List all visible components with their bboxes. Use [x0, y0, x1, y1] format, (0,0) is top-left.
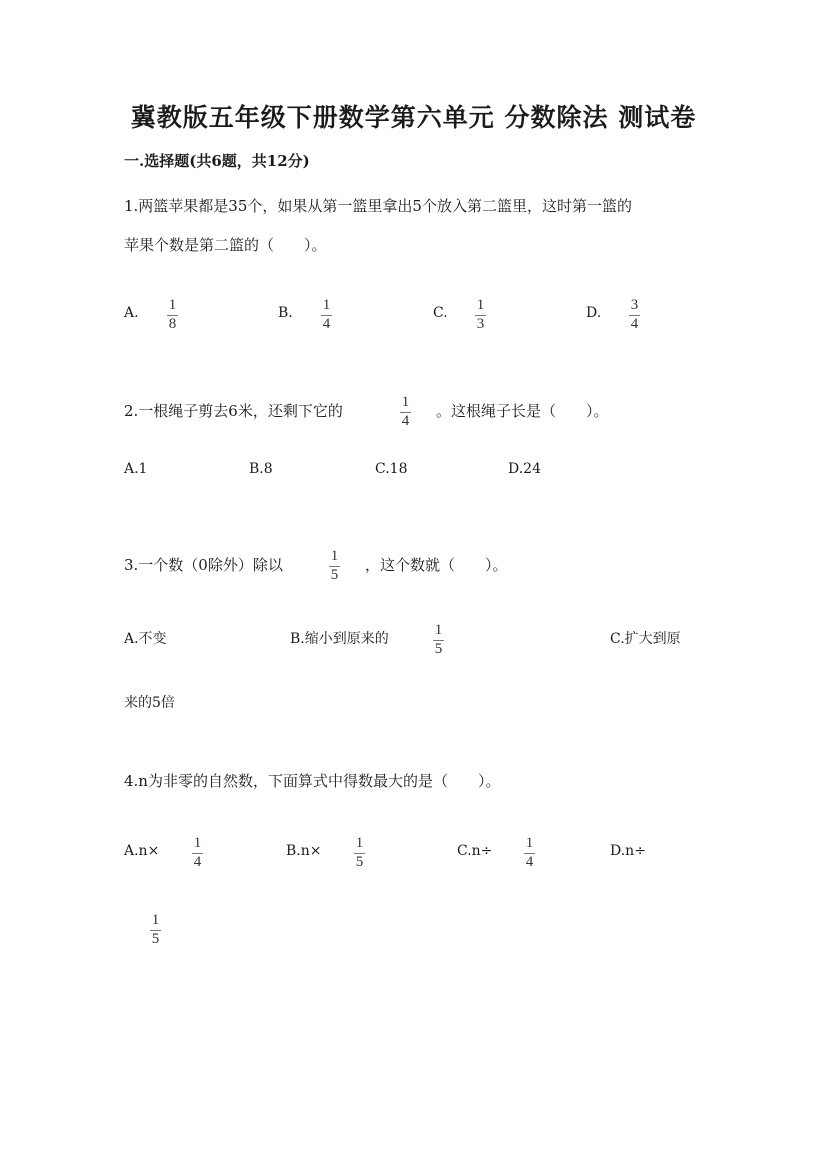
q1-option-a-label: A.	[124, 305, 139, 321]
q1-option-a-fraction	[167, 298, 178, 332]
q3-option-c-continued: 来的5倍	[124, 695, 175, 711]
q1-option-b-fraction	[321, 298, 332, 332]
question-2-fraction	[400, 395, 411, 429]
q1-option-d-label: D.	[586, 305, 602, 321]
q4-option-a-label: A.n×	[124, 843, 160, 859]
q1-option-b-label: B.	[278, 305, 293, 321]
q3-option-b-fraction	[433, 623, 444, 657]
fraction-numerator: 1	[193, 835, 202, 851]
fraction-denominator: 4	[193, 854, 202, 870]
q4-option-c-label: C.n÷	[457, 843, 493, 859]
fraction-denominator: 8	[168, 316, 177, 332]
page-title: 冀教版五年级下册数学第六单元 分数除法 测试卷	[130, 103, 697, 132]
question-2-text-after: 。这根绳子长是（ ）。	[436, 402, 609, 420]
fraction-denominator: 3	[476, 316, 485, 332]
q4-option-a-fraction	[192, 836, 203, 870]
q1-option-d-fraction	[629, 298, 640, 332]
fraction-numerator: 1	[330, 548, 339, 564]
q4-option-c-fraction	[524, 836, 535, 870]
fraction-denominator: 4	[630, 316, 639, 332]
q4-option-d-fraction	[150, 913, 161, 947]
fraction-denominator: 5	[434, 641, 443, 657]
question-1-line-1: 1.两篮苹果都是35个，如果从第一篮里拿出5个放入第二篮里，这时第一篮的	[124, 197, 632, 215]
q4-option-b-fraction	[354, 836, 365, 870]
fraction-denominator: 5	[330, 567, 339, 583]
q2-option-a: A.1	[124, 461, 148, 477]
section-heading: 一.选择题(共6题，共12分)	[124, 152, 310, 170]
fraction-numerator: 3	[630, 297, 639, 313]
question-4-text: 4.n为非零的自然数，下面算式中得数最大的是（ ）。	[124, 772, 501, 790]
q3-option-b: B.缩小到原来的	[290, 631, 389, 647]
fraction-denominator: 5	[151, 931, 160, 947]
question-3-fraction	[329, 549, 340, 583]
fraction-denominator: 4	[401, 413, 410, 429]
q4-option-b-label: B.n×	[286, 843, 322, 859]
fraction-numerator: 1	[434, 622, 443, 638]
q4-option-d-label: D.n÷	[610, 843, 646, 859]
fraction-denominator: 5	[355, 854, 364, 870]
question-2-text-before: 2.一根绳子剪去6米，还剩下它的	[124, 402, 343, 420]
q3-option-a: A.不变	[124, 631, 167, 647]
fraction-denominator: 4	[525, 854, 534, 870]
q3-option-c: C.扩大到原	[610, 631, 681, 647]
q2-option-c: C.18	[375, 461, 408, 477]
fraction-numerator: 1	[355, 835, 364, 851]
q2-option-d: D.24	[508, 461, 541, 477]
q1-option-c-fraction	[475, 298, 486, 332]
question-1-line-2: 苹果个数是第二篮的（ ）。	[124, 236, 327, 254]
fraction-numerator: 1	[401, 394, 410, 410]
fraction-numerator: 1	[476, 297, 485, 313]
q2-option-b: B.8	[249, 461, 273, 477]
fraction-numerator: 1	[151, 912, 160, 928]
fraction-numerator: 1	[322, 297, 331, 313]
question-3-text-before: 3.一个数（0除外）除以	[124, 556, 283, 574]
fraction-denominator: 4	[322, 316, 331, 332]
q1-option-c-label: C.	[433, 305, 448, 321]
fraction-numerator: 1	[168, 297, 177, 313]
fraction-numerator: 1	[525, 835, 534, 851]
question-3-text-after: ，这个数就（ ）。	[365, 556, 508, 574]
